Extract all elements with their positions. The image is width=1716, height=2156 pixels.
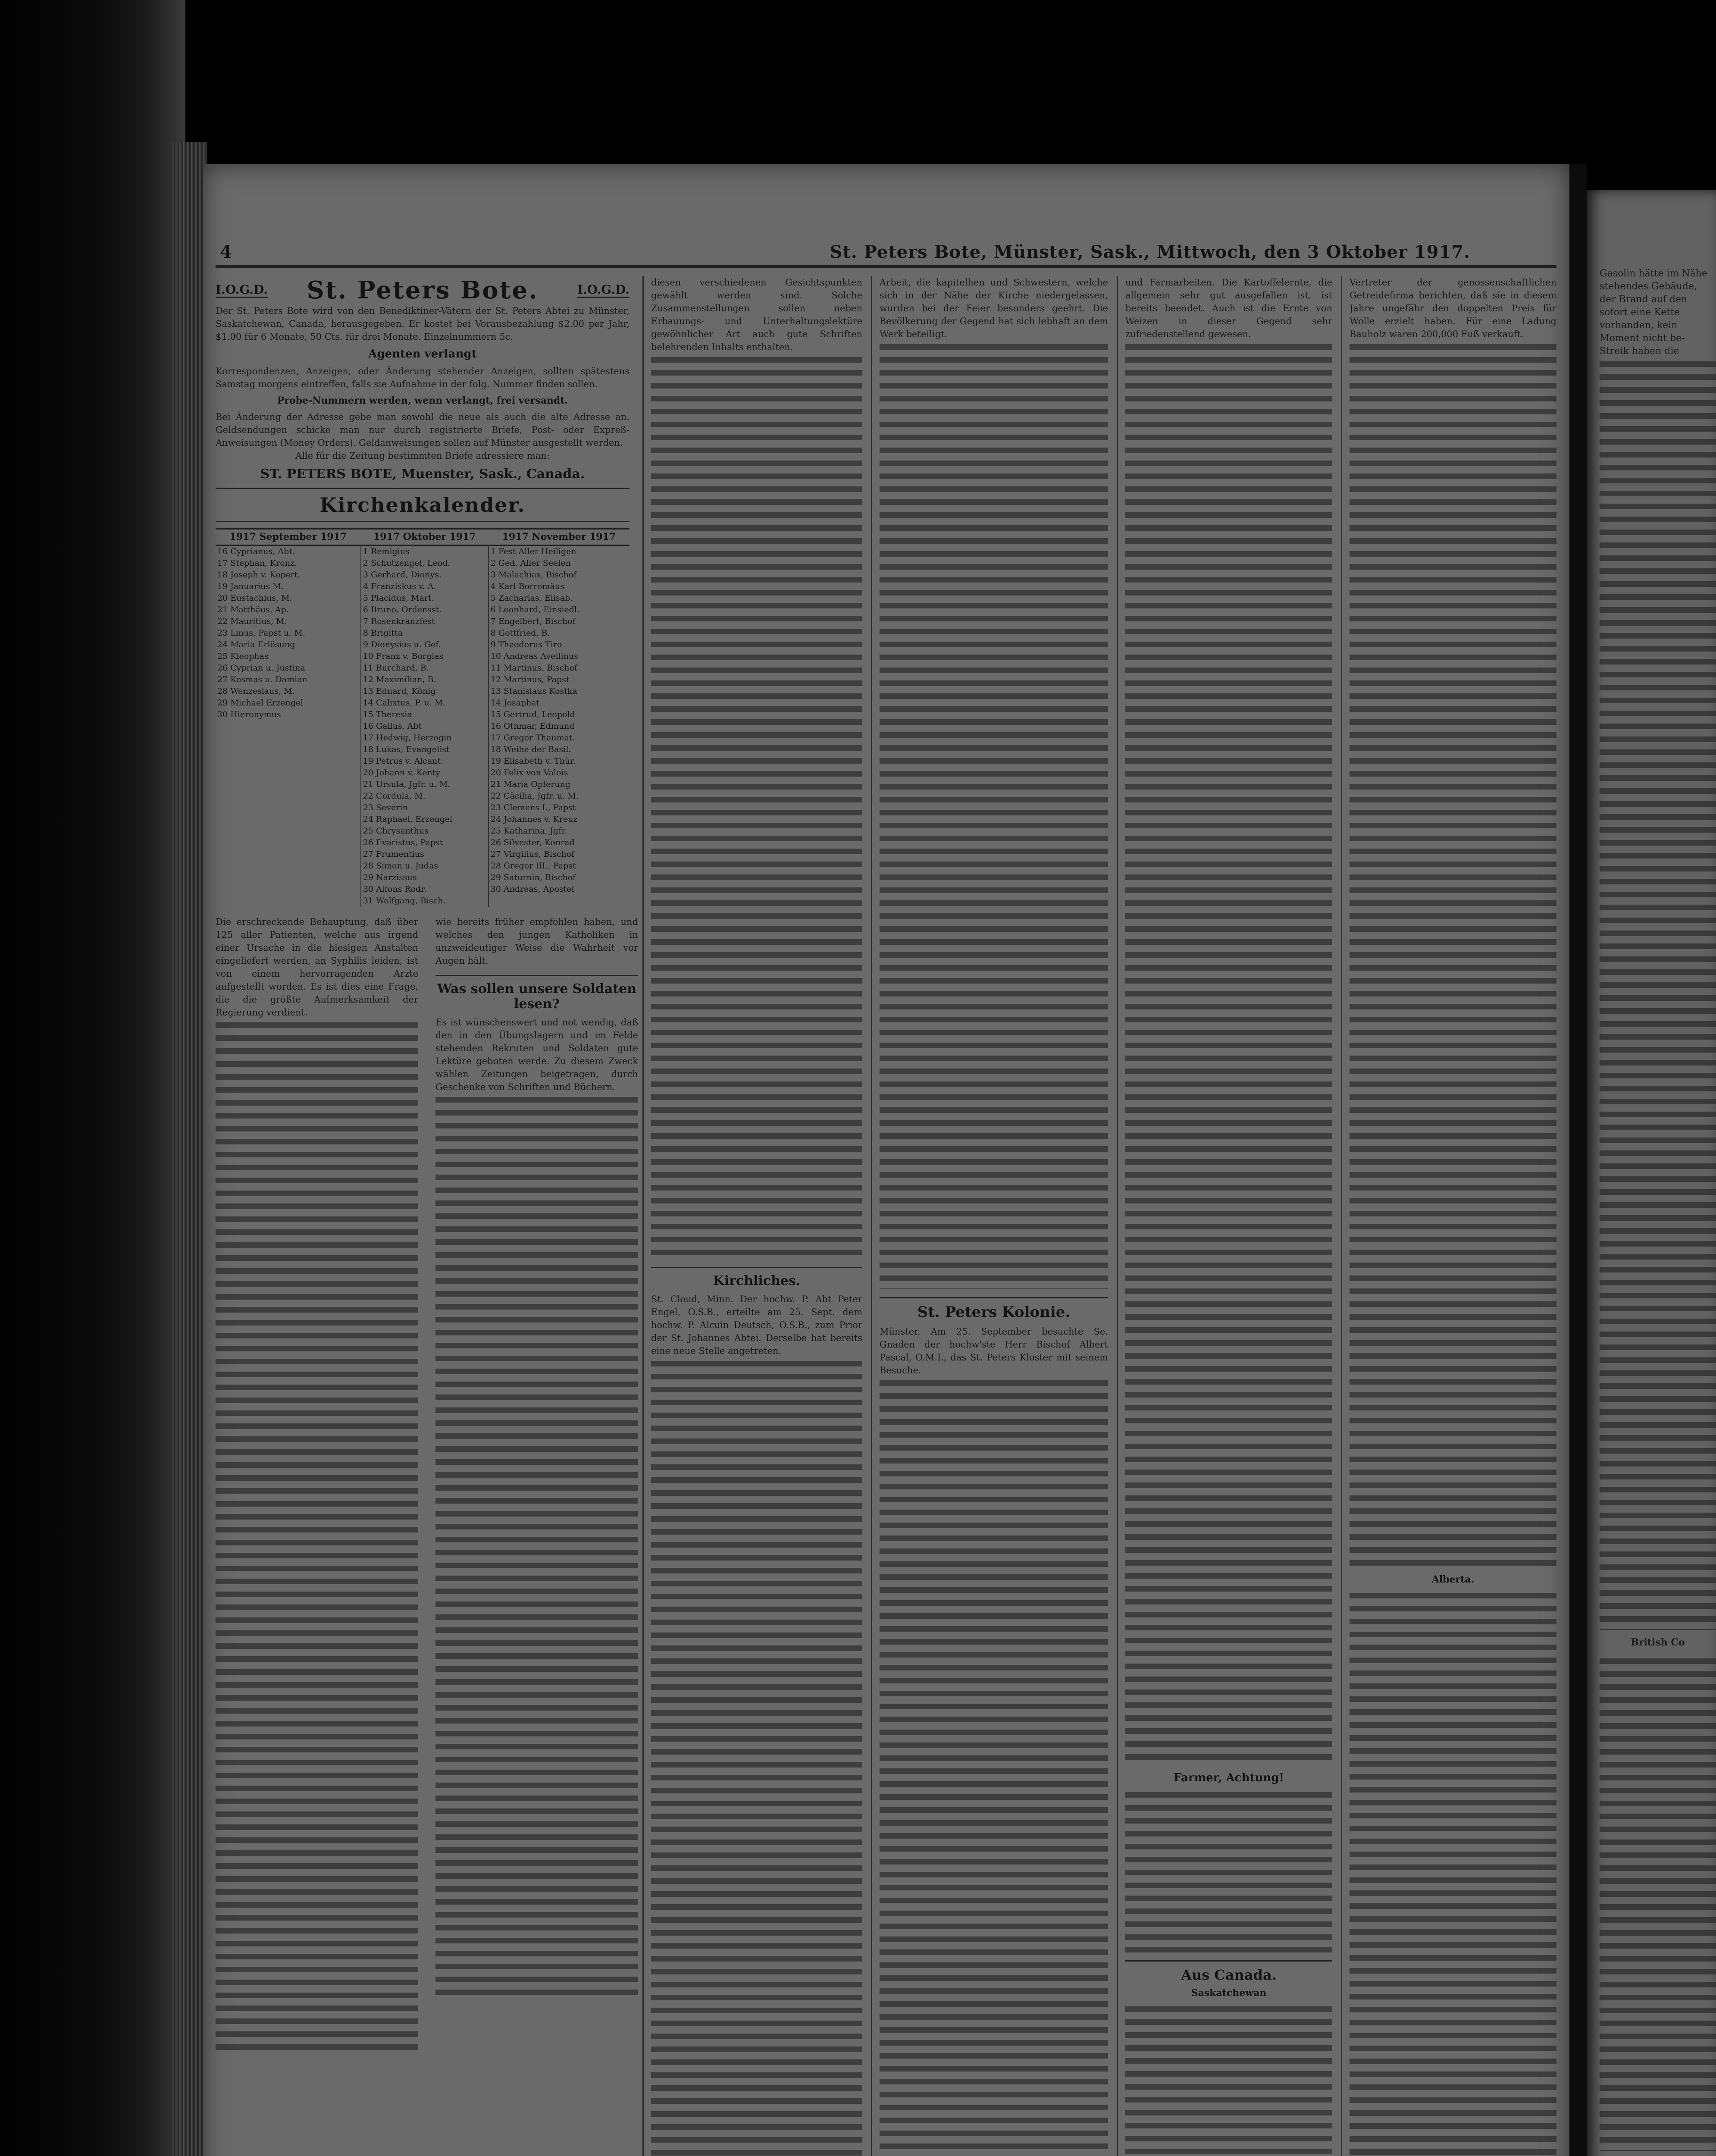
calendar-cell: 29 Saturnin, Bischof bbox=[488, 872, 629, 884]
calendar-cell: 12 Martinus, Papst bbox=[488, 674, 629, 686]
calendar-cell: 6 Bruno, Ordensst. bbox=[361, 604, 488, 616]
article-col1 bbox=[216, 915, 418, 2080]
calendar-row bbox=[216, 872, 629, 884]
calendar-cell: 20 Johann v. Kenty bbox=[361, 767, 488, 779]
article-col4-text: Arbeit, die kapitelhen und Schwestern, welche sich in der Nähe der Kirche niedergelassen, wurden bei der Feier besonders geehrt. Die Bevölkerung der Gegend hat sich lebhaft an dem Werk beteiligt. bbox=[880, 277, 1108, 339]
newspaper-page bbox=[203, 164, 1569, 2156]
column-5 bbox=[1125, 276, 1332, 2156]
masthead bbox=[216, 276, 629, 304]
article-col5-heading-2: Aus Canada. bbox=[1125, 1960, 1332, 1983]
calendar-cell: 17 Gregor Thaumat. bbox=[488, 732, 629, 744]
calendar-cell: 11 Martinus, Bischof bbox=[488, 662, 629, 674]
calendar-title: Kirchenkalender. bbox=[216, 488, 629, 522]
adjacent-page-strip bbox=[1587, 190, 1716, 2156]
calendar-cell bbox=[216, 744, 361, 755]
article-col5-continuation bbox=[1125, 341, 1332, 1764]
calendar-cell: 31 Wolfgang, Bisch. bbox=[361, 895, 488, 907]
calendar-cell: 25 Chrysanthus bbox=[361, 825, 488, 837]
calendar-cell: 5 Zacharias, Elisab. bbox=[488, 592, 629, 604]
calendar-cell: 9 Theodorus Tiro bbox=[488, 639, 629, 651]
calendar-cell: 3 Gerhard, Dionys. bbox=[361, 569, 488, 581]
calendar-cell bbox=[216, 755, 361, 767]
calendar-row bbox=[216, 569, 629, 581]
column-rule bbox=[1117, 276, 1118, 2156]
article-col5-text: und Farmarbeiten. Die Kartoffelernte, die allgemein sehr gut ausgefallen ist, ist bereits beendet. Auch ist die Ernte von Weizen in dieser Gegend sehr zufriedenstellend gewesen. bbox=[1125, 277, 1332, 339]
calendar-cell bbox=[216, 802, 361, 814]
masthead-intro: Der St. Peters Bote wird von den Benediktiner-Vätern der St. Peters Abtei zu Münster, Saskatchewan, Canada, herausgegeben. Er kostet bei Vorausbezahlung $2.00 per Jahr, $1.00 für 6 Monate, 50 Cts. für drei Monate. Einzelnummern 5c. bbox=[216, 306, 629, 342]
running-header bbox=[216, 239, 1556, 268]
column-rule bbox=[1341, 276, 1342, 2156]
calendar-cell: 3 Malachias, Bischof bbox=[488, 569, 629, 581]
calendar-row bbox=[216, 790, 629, 802]
calendar-cell: 24 Johannes v. Kreuz bbox=[488, 814, 629, 825]
calendar-cell: 22 Cäcilia, Jgfr. u. M. bbox=[488, 790, 629, 802]
calendar-cell: 11 Burchard, B. bbox=[361, 662, 488, 674]
calendar-cell: 4 Karl Borromäus bbox=[488, 581, 629, 592]
calendar-row bbox=[216, 802, 629, 814]
calendar-cell: 20 Eustachius, M. bbox=[217, 593, 292, 603]
calendar-cell: 28 Simon u. Judas bbox=[361, 860, 488, 872]
calendar-cell: 23 Clemens I., Papst bbox=[488, 802, 629, 814]
calendar-row bbox=[216, 651, 629, 662]
article-col1-text: Die erschreckende Behauptung, daß über 125 aller Patienten, welche aus irgend einer Ursache in die hiesigen Anstalten eingeliefert werden, an Syphilis leiden, ist von einem hervorragenden Arzte aufgestellt worden. Es ist dies eine Frage, die die größte Aufmerksamkeit der Regierung verdient. bbox=[216, 917, 418, 1018]
calendar-cell bbox=[216, 895, 361, 907]
calendar-cell: 21 Matthäus, Ap. bbox=[217, 605, 289, 614]
address: ST. PETERS BOTE, Muenster, Sask., Canada. bbox=[260, 467, 585, 482]
calendar-row bbox=[216, 779, 629, 790]
calendar-cell: 19 Petrus v. Alcant. bbox=[361, 755, 488, 767]
article-col1-continuation bbox=[216, 1019, 418, 2054]
calendar-row bbox=[216, 639, 629, 651]
adjacent-page-intro: Gasolin hätte im Nähe stehendes Gebäude, der Brand auf den sofort eine Kette vorhanden, kein Moment nicht be- Streik haben die bbox=[1600, 268, 1707, 357]
calendar-row bbox=[216, 674, 629, 686]
calendar-cell: 19 Elisabeth v. Thür. bbox=[488, 755, 629, 767]
calendar-row bbox=[216, 581, 629, 592]
calendar-cell: 2 Schutzengel, Leod. bbox=[361, 558, 488, 569]
calendar-cell: 15 Theresia bbox=[361, 709, 488, 721]
address-intro: Alle für die Zeitung bestimmten Briefe adressiere man: bbox=[295, 451, 550, 461]
calendar-cell: 16 Gallus, Abt bbox=[361, 721, 488, 732]
calendar-cell: 10 Andreas Avellinus bbox=[488, 651, 629, 662]
calendar-row bbox=[216, 662, 629, 674]
calendar-cell: 6 Leonhard, Einsiedl. bbox=[488, 604, 629, 616]
calendar-cell: 29 Michael Erzengel bbox=[217, 698, 304, 708]
page-gutter bbox=[1569, 164, 1587, 2156]
calendar-cell: 18 Lukas, Evangelist bbox=[361, 744, 488, 755]
calendar-cell: 29 Narzissus bbox=[361, 872, 488, 884]
calendar-row bbox=[216, 744, 629, 755]
article-col3-heading: Kirchliches. bbox=[651, 1267, 862, 1288]
calendar-row bbox=[216, 686, 629, 697]
calendar-cell: 30 Alfons Rodr. bbox=[361, 884, 488, 895]
adjacent-page-text bbox=[1600, 267, 1716, 2156]
masthead-title: St. Peters Bote. bbox=[307, 276, 539, 304]
calendar-cell: 19 Januarius M. bbox=[217, 582, 284, 591]
article-col4-sub: Münster. Am 25. September besuchte Se. Gnaden der hochw'ste Herr Bischof Albert Pascal, O.M.I., das St. Peters Kloster mit seinem Besuche. bbox=[880, 1326, 1108, 1376]
calendar-row bbox=[216, 860, 629, 872]
calendar-row bbox=[216, 592, 629, 604]
article-col3-continuation-2 bbox=[651, 1357, 862, 2156]
calendar-cell: 17 Hedwig, Herzogin bbox=[361, 732, 488, 744]
calendar-cell: 28 Wenzeslaus, M. bbox=[217, 686, 295, 696]
article-col4-continuation-2 bbox=[880, 1377, 1108, 2156]
payment-text: Bei Änderung der Adresse gebe man sowohl die neue als auch die alte Adresse an. Geldsendungen schicke man nur durch registrierte Briefe, Post- oder Expreß-Anweisungen (Money Orders). Geldanweisungen sollen auf Münster ausgestellt werden. bbox=[216, 412, 629, 448]
calendar-cell: 20 Felix von Valois bbox=[488, 767, 629, 779]
article-col5-continuation-2 bbox=[1125, 1789, 1332, 1952]
calendar-row bbox=[216, 732, 629, 744]
calendar-cell bbox=[216, 732, 361, 744]
calendar-table bbox=[216, 528, 629, 907]
calendar-cell bbox=[216, 767, 361, 779]
article-col2-text: Es ist wünschenswert und not wendig, daß den in den Übungslagern und im Felde stehenden Rekruten und Soldaten gute Lektüre geboten werde. Zu diesem Zweck wählen Zeitungen beigetragen, durch Geschenke von Schriften und Büchern. bbox=[435, 1017, 638, 1092]
calendar-cell: 8 Gottfried, B. bbox=[488, 627, 629, 639]
article-col2-heading: Was sollen unsere Soldaten lesen? bbox=[435, 975, 638, 1012]
calendar-cell bbox=[216, 721, 361, 732]
article-col3-intro: diesen verschiedenen Gesichtspunkten gewählt werden sind. Solche Zusammenstellungen sollen neben Erbauungs- und Unterhaltungslektüre gewöhnlicher Art auch gute Schriften belehrenden Inhalts enthalten. bbox=[651, 277, 862, 352]
column-3 bbox=[651, 276, 862, 2156]
calendar-cell: 27 Kosmas u. Damian bbox=[217, 675, 307, 684]
article-col6-continuation bbox=[1350, 341, 1556, 1570]
calendar-row bbox=[216, 709, 629, 721]
calendar-row bbox=[216, 616, 629, 627]
calendar-row bbox=[216, 558, 629, 569]
calendar-cell: 24 Raphael, Erzengel bbox=[361, 814, 488, 825]
calendar-header-november: 1917 November 1917 bbox=[488, 529, 629, 545]
calendar-cell bbox=[216, 872, 361, 884]
calendar-cell: 14 Calixtus, P. u. M. bbox=[361, 697, 488, 709]
article-col6-heading: Alberta. bbox=[1431, 1574, 1475, 1585]
calendar-cell: 2 Ged. Aller Seelen bbox=[488, 558, 629, 569]
calendar-cell bbox=[488, 895, 629, 907]
calendar-header-september: 1917 September 1917 bbox=[216, 529, 361, 545]
masthead-right-tag: I.O.G.D. bbox=[577, 282, 629, 298]
calendar-header-october: 1917 Oktober 1917 bbox=[361, 529, 488, 545]
calendar-row bbox=[216, 697, 629, 709]
calendar-cell: 12 Maximilian, B. bbox=[361, 674, 488, 686]
article-col5-continuation-3 bbox=[1125, 2003, 1332, 2156]
column-4 bbox=[880, 276, 1108, 2156]
column-rule bbox=[871, 276, 872, 2156]
calendar-cell bbox=[216, 779, 361, 790]
calendar-cell bbox=[216, 849, 361, 860]
adjacent-page-continuation bbox=[1600, 358, 1716, 1630]
calendar-row bbox=[216, 755, 629, 767]
calendar-cell: 28 Gregor III., Papst bbox=[488, 860, 629, 872]
calendar-cell: 27 Frumentius bbox=[361, 849, 488, 860]
calendar-row bbox=[216, 895, 629, 907]
calendar-cell: 23 Linus, Papst u. M. bbox=[217, 628, 305, 638]
article-col6-continuation-2 bbox=[1350, 1589, 1556, 2156]
calendar-cell: 17 Stephan, Kronz. bbox=[217, 558, 297, 568]
calendar-cell: 18 Joseph v. Kopert. bbox=[217, 570, 301, 580]
calendar-row bbox=[216, 545, 629, 558]
page-number: 4 bbox=[220, 242, 232, 262]
calendar-cell bbox=[216, 837, 361, 849]
calendar-cell: 25 Katharina, Jgfr. bbox=[488, 825, 629, 837]
adjacent-page-subheading-1: British Co bbox=[1631, 1637, 1685, 1648]
calendar-cell: 30 Hieronymus bbox=[217, 710, 281, 719]
calendar-row bbox=[216, 849, 629, 860]
calendar-cell bbox=[216, 790, 361, 802]
calendar-cell: 16 Othmar, Edmund bbox=[488, 721, 629, 732]
calendar-cell: 1 Fest Aller Heiligen bbox=[488, 545, 629, 558]
calendar-cell: 4 Franziskus v. A. bbox=[361, 581, 488, 592]
calendar-cell: 26 Evaristus, Papst bbox=[361, 837, 488, 849]
sample-text: Probe-Nummern werden, wenn verlangt, frei versandt. bbox=[277, 395, 568, 406]
calendar-cell: 22 Cordula, M. bbox=[361, 790, 488, 802]
agents-text: Korrespondenzen, Anzeigen, oder Änderung stehender Anzeigen, sollten spätestens Samstag morgens eintreffen, falls sie Aufnahme in der folg. Nummer finden sollen. bbox=[216, 366, 629, 389]
calendar-cell: 15 Gertrud, Leopold bbox=[488, 709, 629, 721]
calendar-cell: 26 Cyprian u. Justina bbox=[217, 663, 305, 673]
article-col5-subheading: Saskatchewan bbox=[1191, 1987, 1267, 1999]
running-header-text: St. Peters Bote, Münster, Sask., Mittwoch, den 3 Oktober 1917. bbox=[830, 242, 1470, 262]
calendar-cell bbox=[216, 860, 361, 872]
article-col4-heading: St. Peters Kolonie. bbox=[880, 1297, 1108, 1321]
calendar-cell bbox=[216, 884, 361, 895]
article-col5-heading-1: Farmer, Achtung! bbox=[1174, 1771, 1284, 1784]
masthead-block bbox=[216, 276, 629, 482]
calendar-row bbox=[216, 627, 629, 639]
bound-page-edges bbox=[172, 142, 207, 2156]
calendar-cell: 22 Mauritius, M. bbox=[217, 617, 287, 626]
calendar-cell: 14 Josaphat bbox=[488, 697, 629, 709]
calendar-cell: 18 Weihe der Basil. bbox=[488, 744, 629, 755]
calendar-row bbox=[216, 884, 629, 895]
calendar-cell: 13 Eduard, König bbox=[361, 686, 488, 697]
article-col2-continuation bbox=[435, 1094, 638, 1999]
calendar-cell: 25 Kleophas bbox=[217, 652, 269, 661]
calendar-cell: 23 Severin bbox=[361, 802, 488, 814]
calendar-cell: 21 Maria Opferung bbox=[488, 779, 629, 790]
calendar-row bbox=[216, 721, 629, 732]
article-col2 bbox=[435, 915, 638, 2080]
article-col4-continuation bbox=[880, 341, 1108, 1289]
calendar-cell: 9 Dionysius u. Gef. bbox=[361, 639, 488, 651]
article-col2-intro: wie bereits früher empfohlen haben, und welches den jungen Katholiken in unzweideutiger Weise die Wahrheit vor Augen hält. bbox=[435, 917, 638, 966]
article-col3-continuation bbox=[651, 354, 862, 1259]
calendar-row bbox=[216, 825, 629, 837]
calendar-row bbox=[216, 604, 629, 616]
calendar-cell: 7 Engelbert, Bischof bbox=[488, 616, 629, 627]
masthead-left-tag: I.O.G.D. bbox=[216, 282, 268, 298]
agents-heading: Agenten verlangt bbox=[368, 348, 477, 360]
calendar-row bbox=[216, 767, 629, 779]
article-col6-text: Vertreter der genossenschaftlichen Getreidefirma berichten, daß sie in diesem Jahre ungefähr den doppelten Preis für Wolle erzielt haben. Für eine Ladung Bauholz waren 200,000 Fuß verkauft. bbox=[1350, 277, 1556, 339]
adjacent-page-continuation-2 bbox=[1600, 1655, 1716, 2151]
calendar-cell: 8 Brigitta bbox=[361, 627, 488, 639]
article-col3-text: St. Cloud, Minn. Der hochw. P. Abt Peter Engel, O.S.B., erteilte am 25. Sept. dem hochw. P. Alcuin Deutsch, O.S.B., zum Prior der St. Johannes Abtei. Derselbe hat bereits eine neue Stelle angetreten. bbox=[651, 1294, 862, 1356]
calendar-cell: 16 Cyprianus, Abt. bbox=[217, 547, 295, 556]
calendar-cell bbox=[216, 825, 361, 837]
calendar-cell: 30 Andreas, Apostel bbox=[488, 884, 629, 895]
calendar-row bbox=[216, 814, 629, 825]
calendar-cell bbox=[216, 814, 361, 825]
column-6 bbox=[1350, 276, 1556, 2156]
calendar-cell: 1 Remigius bbox=[361, 545, 488, 558]
calendar-cell: 21 Ursula, Jgfr. u. M. bbox=[361, 779, 488, 790]
calendar-cell: 26 Silvester, Konrad bbox=[488, 837, 629, 849]
calendar-cell: 24 Maria Erlösung bbox=[217, 640, 295, 649]
calendar-cell: 5 Placidus, Mart. bbox=[361, 592, 488, 604]
book-spine bbox=[0, 0, 185, 2156]
calendar-cell: 27 Virgilius, Bischof bbox=[488, 849, 629, 860]
calendar-cell: 7 Rosenkranzfest bbox=[361, 616, 488, 627]
calendar-cell: 13 Stanislaus Kostka bbox=[488, 686, 629, 697]
calendar-cell: 10 Franz v. Borgias bbox=[361, 651, 488, 662]
calendar-row bbox=[216, 837, 629, 849]
